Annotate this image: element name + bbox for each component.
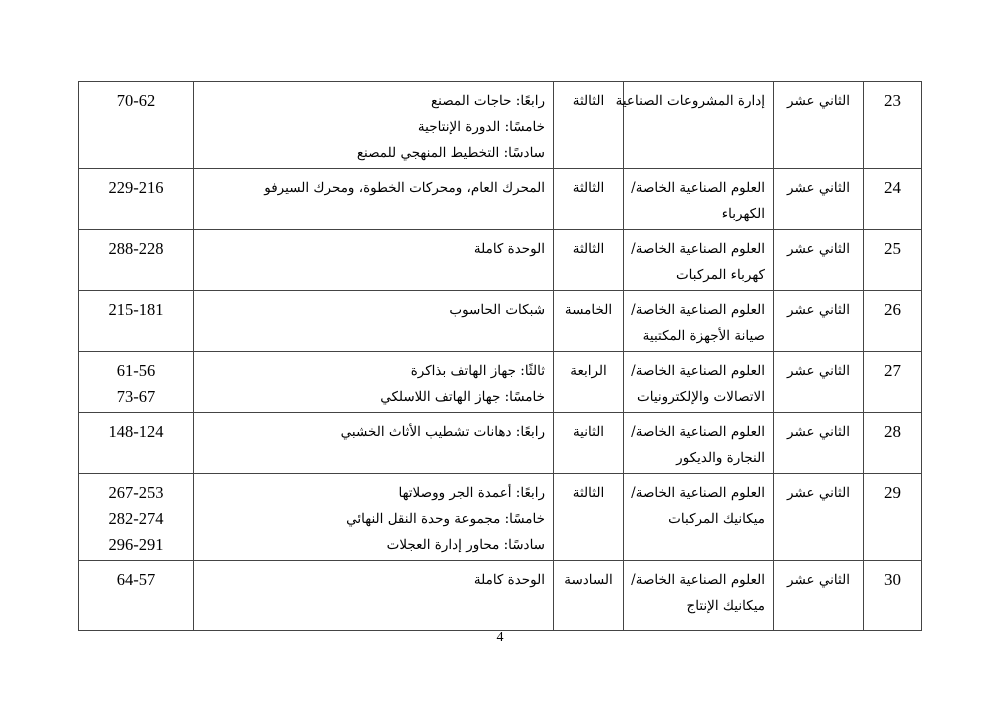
topics-cell [194,413,554,474]
pages-cell [79,474,194,561]
table-row [79,413,922,474]
page-range: 148-124 [108,422,164,441]
row-number-cell: 29 [864,474,922,561]
grade-cell: الثاني عشر [774,291,864,352]
page-range: 61-56 [116,361,156,380]
topic-line: خامسًا: جهاز الهاتف اللاسلكي [380,389,545,405]
subject-cell [615,82,774,169]
subject-line: العلوم الصناعية الخاصة/ [631,241,765,257]
topic-line: ثالثًا: جهاز الهاتف بذاكرة [410,363,545,379]
topics-cell [194,474,554,561]
pages-cell [79,82,194,169]
page-range: 229-216 [108,178,164,197]
page-range: 296-291 [108,535,164,554]
topic-line: رابعًا: دهانات تشطيب الأثاث الخشبي [340,424,545,440]
table-row [79,561,922,631]
table-row [79,352,922,413]
grade-cell: الثاني عشر [774,413,864,474]
topics-cell [194,230,554,291]
topic-line: شبكات الحاسوب [449,302,545,318]
subject-cell [624,291,774,352]
topic-line: سادسًا: التخطيط المنهجي للمصنع [356,145,545,161]
page-range: 70-62 [116,91,156,110]
subject-line: العلوم الصناعية الخاصة/ [631,485,765,501]
subject-line: الاتصالات والإلكترونيات [637,389,765,405]
topic-line: سادسًا: محاور إدارة العجلات [386,537,545,553]
subject-line: النجارة والديكور [676,450,765,466]
subject-cell [624,352,774,413]
table-body [79,82,922,631]
subject-line: العلوم الصناعية الخاصة/ [631,180,765,196]
subject-line: العلوم الصناعية الخاصة/ [631,363,765,379]
subject-cell [624,230,774,291]
grade-cell: الثاني عشر [774,169,864,230]
pages-cell [79,561,194,631]
page-number: 4 [496,630,504,645]
page-range: 64-57 [116,570,156,589]
grade-cell: الثاني عشر [774,352,864,413]
page-range: 267-253 [108,483,164,502]
topics-cell [194,352,554,413]
table-row [79,291,922,352]
topic-line: رابعًا: أعمدة الجر ووصلاتها [398,485,545,501]
grade-cell: الثاني عشر [774,474,864,561]
subject-cell [624,169,774,230]
unit-cell: السادسة [554,561,624,631]
topic-line: خامسًا: الدورة الإنتاجية [417,119,545,135]
pages-cell [79,169,194,230]
unit-cell: الثالثة [554,82,624,169]
unit-cell: الثالثة [554,169,624,230]
page-range: 73-67 [116,387,156,406]
unit-cell: الخامسة [554,291,624,352]
unit-cell: الثالثة [554,230,624,291]
unit-cell: الثالثة [554,474,624,561]
topics-cell [194,291,554,352]
row-number-cell: 24 [864,169,922,230]
subject-line: إدارة المشروعات الصناعية [615,93,765,109]
page-range: 215-181 [108,300,164,319]
subject-line: العلوم الصناعية الخاصة/ [631,302,765,318]
subject-line: ميكانيك الإنتاج [686,598,765,614]
topic-line: المحرك العام، ومحركات الخطوة، ومحرك السيرفو [264,180,545,196]
grade-cell: الثاني عشر [774,82,864,169]
subject-line: صيانة الأجهزة المكتبية [642,328,765,344]
row-number-cell: 28 [864,413,922,474]
row-number-cell: 27 [864,352,922,413]
curriculum-table [78,81,922,631]
subject-cell [624,474,774,561]
row-number-cell: 26 [864,291,922,352]
unit-cell: الرابعة [554,352,624,413]
subject-line: العلوم الصناعية الخاصة/ [631,572,765,588]
unit-cell: الثانية [554,413,624,474]
topic-line: خامسًا: مجموعة وحدة النقل النهائي [346,511,545,527]
subject-line: كهرباء المركبات [675,267,765,283]
topics-cell [194,169,554,230]
table-row [79,169,922,230]
pages-cell [79,230,194,291]
row-number-cell: 25 [864,230,922,291]
topics-cell [194,561,554,631]
pages-cell [79,291,194,352]
row-number-cell: 30 [864,561,922,631]
pages-cell [79,352,194,413]
subject-line: ميكانيك المركبات [668,511,765,527]
page-range: 282-274 [108,509,164,528]
topic-line: الوحدة كاملة [473,241,545,257]
table-row [79,474,922,561]
subject-line: الكهرباء [721,206,765,222]
subject-cell [624,413,774,474]
row-number-cell: 23 [864,82,922,169]
topic-line: رابعًا: حاجات المصنع [430,93,545,109]
grade-cell: الثاني عشر [774,230,864,291]
topics-cell [194,82,554,169]
pages-cell [79,413,194,474]
table-row [79,82,922,169]
subject-cell [624,561,774,631]
topic-line: الوحدة كاملة [473,572,545,588]
table-row [79,230,922,291]
subject-line: العلوم الصناعية الخاصة/ [631,424,765,440]
page-range: 288-228 [108,239,164,258]
grade-cell: الثاني عشر [774,561,864,631]
